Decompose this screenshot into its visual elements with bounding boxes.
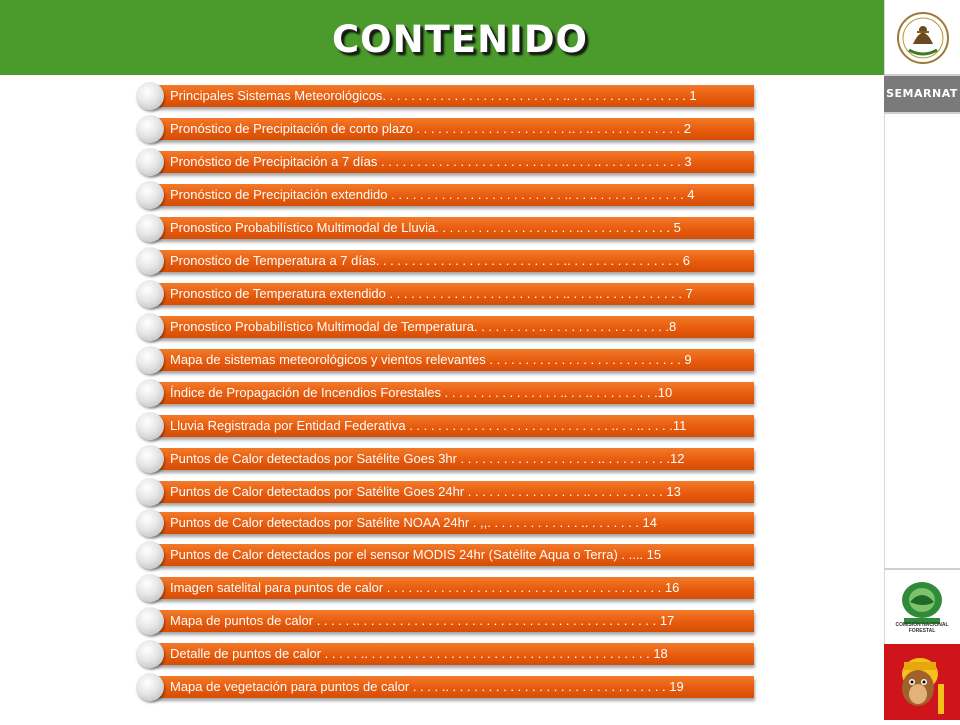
toc-item-label: Pronostico de Temperatura a 7 días. . . . . . . . . . . . . . . . . . . . . . . . . . .. . . . . . . . . . . . . . . . 6 — [170, 253, 690, 268]
toc-item-label: Mapa de puntos de calor . . . . . .. . . . . . . . . . . . . . . . . . . . . . . . . . . . . . . . . . . . . . . . . . 17 — [170, 613, 675, 628]
toc-item-label: Pronostico Probabilístico Multimodal de Lluvia. . . . . . . . . . . . . . . . .. . . .. . . . . . . . . . . . . 5 — [170, 220, 681, 235]
bullet-icon — [136, 607, 164, 635]
bullet-icon — [136, 346, 164, 374]
toc-bar — [150, 118, 754, 140]
toc-bar — [150, 316, 754, 338]
toc-bar — [150, 151, 754, 173]
toc-item[interactable] — [136, 607, 758, 635]
toc-bar — [150, 250, 754, 272]
toc-item-label: Detalle de puntos de calor . . . . . .. . . . . . . . . . . . . . . . . . . . . . . . . . . . . . . . . . . . . . . . 18 — [170, 646, 668, 661]
toc-item[interactable] — [136, 673, 758, 701]
bullet-icon — [136, 247, 164, 275]
bullet-icon — [136, 313, 164, 341]
toc-bar — [150, 544, 754, 566]
toc-item[interactable] — [136, 313, 758, 341]
toc-item[interactable] — [136, 214, 758, 242]
toc-bar — [150, 448, 754, 470]
bullet-icon — [136, 445, 164, 473]
toc-item-label: Pronóstico de Precipitación extendido . . . . . . . . . . . . . . . . . . . . . . . . .. . . .. . . . . . . . . . . . . 4 — [170, 187, 695, 202]
toc-item[interactable] — [136, 280, 758, 308]
toc-bar — [150, 481, 754, 503]
bullet-icon — [136, 115, 164, 143]
toc-item[interactable] — [136, 379, 758, 407]
bullet-icon — [136, 673, 164, 701]
toc-item-label: Puntos de Calor detectados por el sensor MODIS 24hr (Satélite Aqua o Terra) . .... 15 — [170, 547, 662, 562]
toc-bar — [150, 85, 754, 107]
bullet-icon — [136, 412, 164, 440]
toc-item-label: Índice de Propagación de Incendios Forestales . . . . . . . . . . . . . . . . .. . . .. . . . . . . . . .10 — [170, 385, 673, 400]
toc-item[interactable] — [136, 115, 758, 143]
toc-item[interactable] — [136, 478, 758, 506]
bullet-icon — [136, 148, 164, 176]
toc-item[interactable] — [136, 412, 758, 440]
toc-item-label: Mapa de sistemas meteorológicos y vientos relevantes . . . . . . . . . . . . . . . . . . . . . . . . . . . 9 — [170, 352, 692, 367]
toc-item-label: Puntos de Calor detectados por Satélite Goes 24hr . . . . . . . . . . . . . . . . .. . . . . . . . . . . 13 — [170, 484, 681, 499]
toc-item[interactable] — [136, 541, 758, 569]
toc-bar — [150, 283, 754, 305]
bullet-icon — [136, 280, 164, 308]
toc-item[interactable] — [136, 82, 758, 110]
bullet-icon — [136, 478, 164, 506]
toc-item-label: Pronóstico de Precipitación de corto plazo . . . . . . . . . . . . . . . . . . . . . .. . .. . . . . . . . . . . . . 2 — [170, 121, 691, 136]
toc-item-label: Pronostico Probabilístico Multimodal de Temperatura. . . . . . . . . .. . . . . . . . . . . . . . . . . .8 — [170, 319, 677, 334]
bullet-icon — [136, 640, 164, 668]
toc-bar — [150, 349, 754, 371]
toc-item[interactable] — [136, 346, 758, 374]
toc-item-label: Imagen satelital para puntos de calor . . . . .. . . . . . . . . . . . . . . . . . . . . . . . . . . . . . . . . . 16 — [170, 580, 680, 595]
toc-item-label: Lluvia Registrada por Entidad Federativa . . . . . . . . . . . . . . . . . . . . . . . . . . . . .. . . .. . . . .11 — [170, 418, 687, 433]
bullet-icon — [136, 574, 164, 602]
mascot-icon — [884, 644, 960, 720]
toc-bar — [150, 382, 754, 404]
toc-bar — [150, 610, 754, 632]
toc-item-label: Pronostico de Temperatura extendido . . . . . . . . . . . . . . . . . . . . . . . . .. . . . .. . . . . . . . . . . . 7 — [170, 286, 693, 301]
toc-item-label: Mapa de vegetación para puntos de calor . . . . .. . . . . . . . . . . . . . . . . . . . . . . . . . . . . . . 19 — [170, 679, 684, 694]
toc-bar — [150, 577, 754, 599]
toc-item-label: Pronóstico de Precipitación a 7 días . . . . . . . . . . . . . . . . . . . . . . . . . .. . . . .. . . . . . . . . . . . 3 — [170, 154, 692, 169]
bullet-icon — [136, 82, 164, 110]
toc-bar — [150, 415, 754, 437]
toc-item[interactable] — [136, 148, 758, 176]
bullet-icon — [136, 541, 164, 569]
mascot-image — [884, 644, 960, 720]
toc-item[interactable] — [136, 509, 758, 537]
sidebar-divider — [884, 568, 960, 570]
national-seal-icon — [895, 8, 951, 70]
toc-bar — [150, 512, 754, 534]
bullet-icon — [136, 214, 164, 242]
toc-item[interactable] — [136, 640, 758, 668]
toc-bar — [150, 217, 754, 239]
toc-item[interactable] — [136, 445, 758, 473]
semarnat-label: SEMARNAT — [884, 76, 960, 112]
conafor-caption: COMISIÓN NACIONAL FORESTAL — [895, 622, 949, 634]
toc-item[interactable] — [136, 574, 758, 602]
toc-item[interactable] — [136, 181, 758, 209]
bullet-icon — [136, 181, 164, 209]
sidebar-divider — [884, 112, 960, 114]
toc-item-label: Puntos de Calor detectados por Satélite Goes 3hr . . . . . . . . . . . . . . . . . . . .. . . . . . . . . .12 — [170, 451, 685, 466]
toc-bar — [150, 676, 754, 698]
bullet-icon — [136, 379, 164, 407]
toc-item[interactable] — [136, 247, 758, 275]
toc-bar — [150, 643, 754, 665]
toc-item-label: Principales Sistemas Meteorológicos. . . . . . . . . . . . . . . . . . . . . . . . . .. . . . . . . . . . . . . . . . . 1 — [170, 88, 697, 103]
bullet-icon — [136, 509, 164, 537]
page-title: CONTENIDO — [332, 18, 588, 61]
toc-bar — [150, 184, 754, 206]
toc-item-label: Puntos de Calor detectados por Satélite NOAA 24hr . ,,. . . . . . . . . . . . . .. . . . . . . . 14 — [170, 515, 658, 530]
